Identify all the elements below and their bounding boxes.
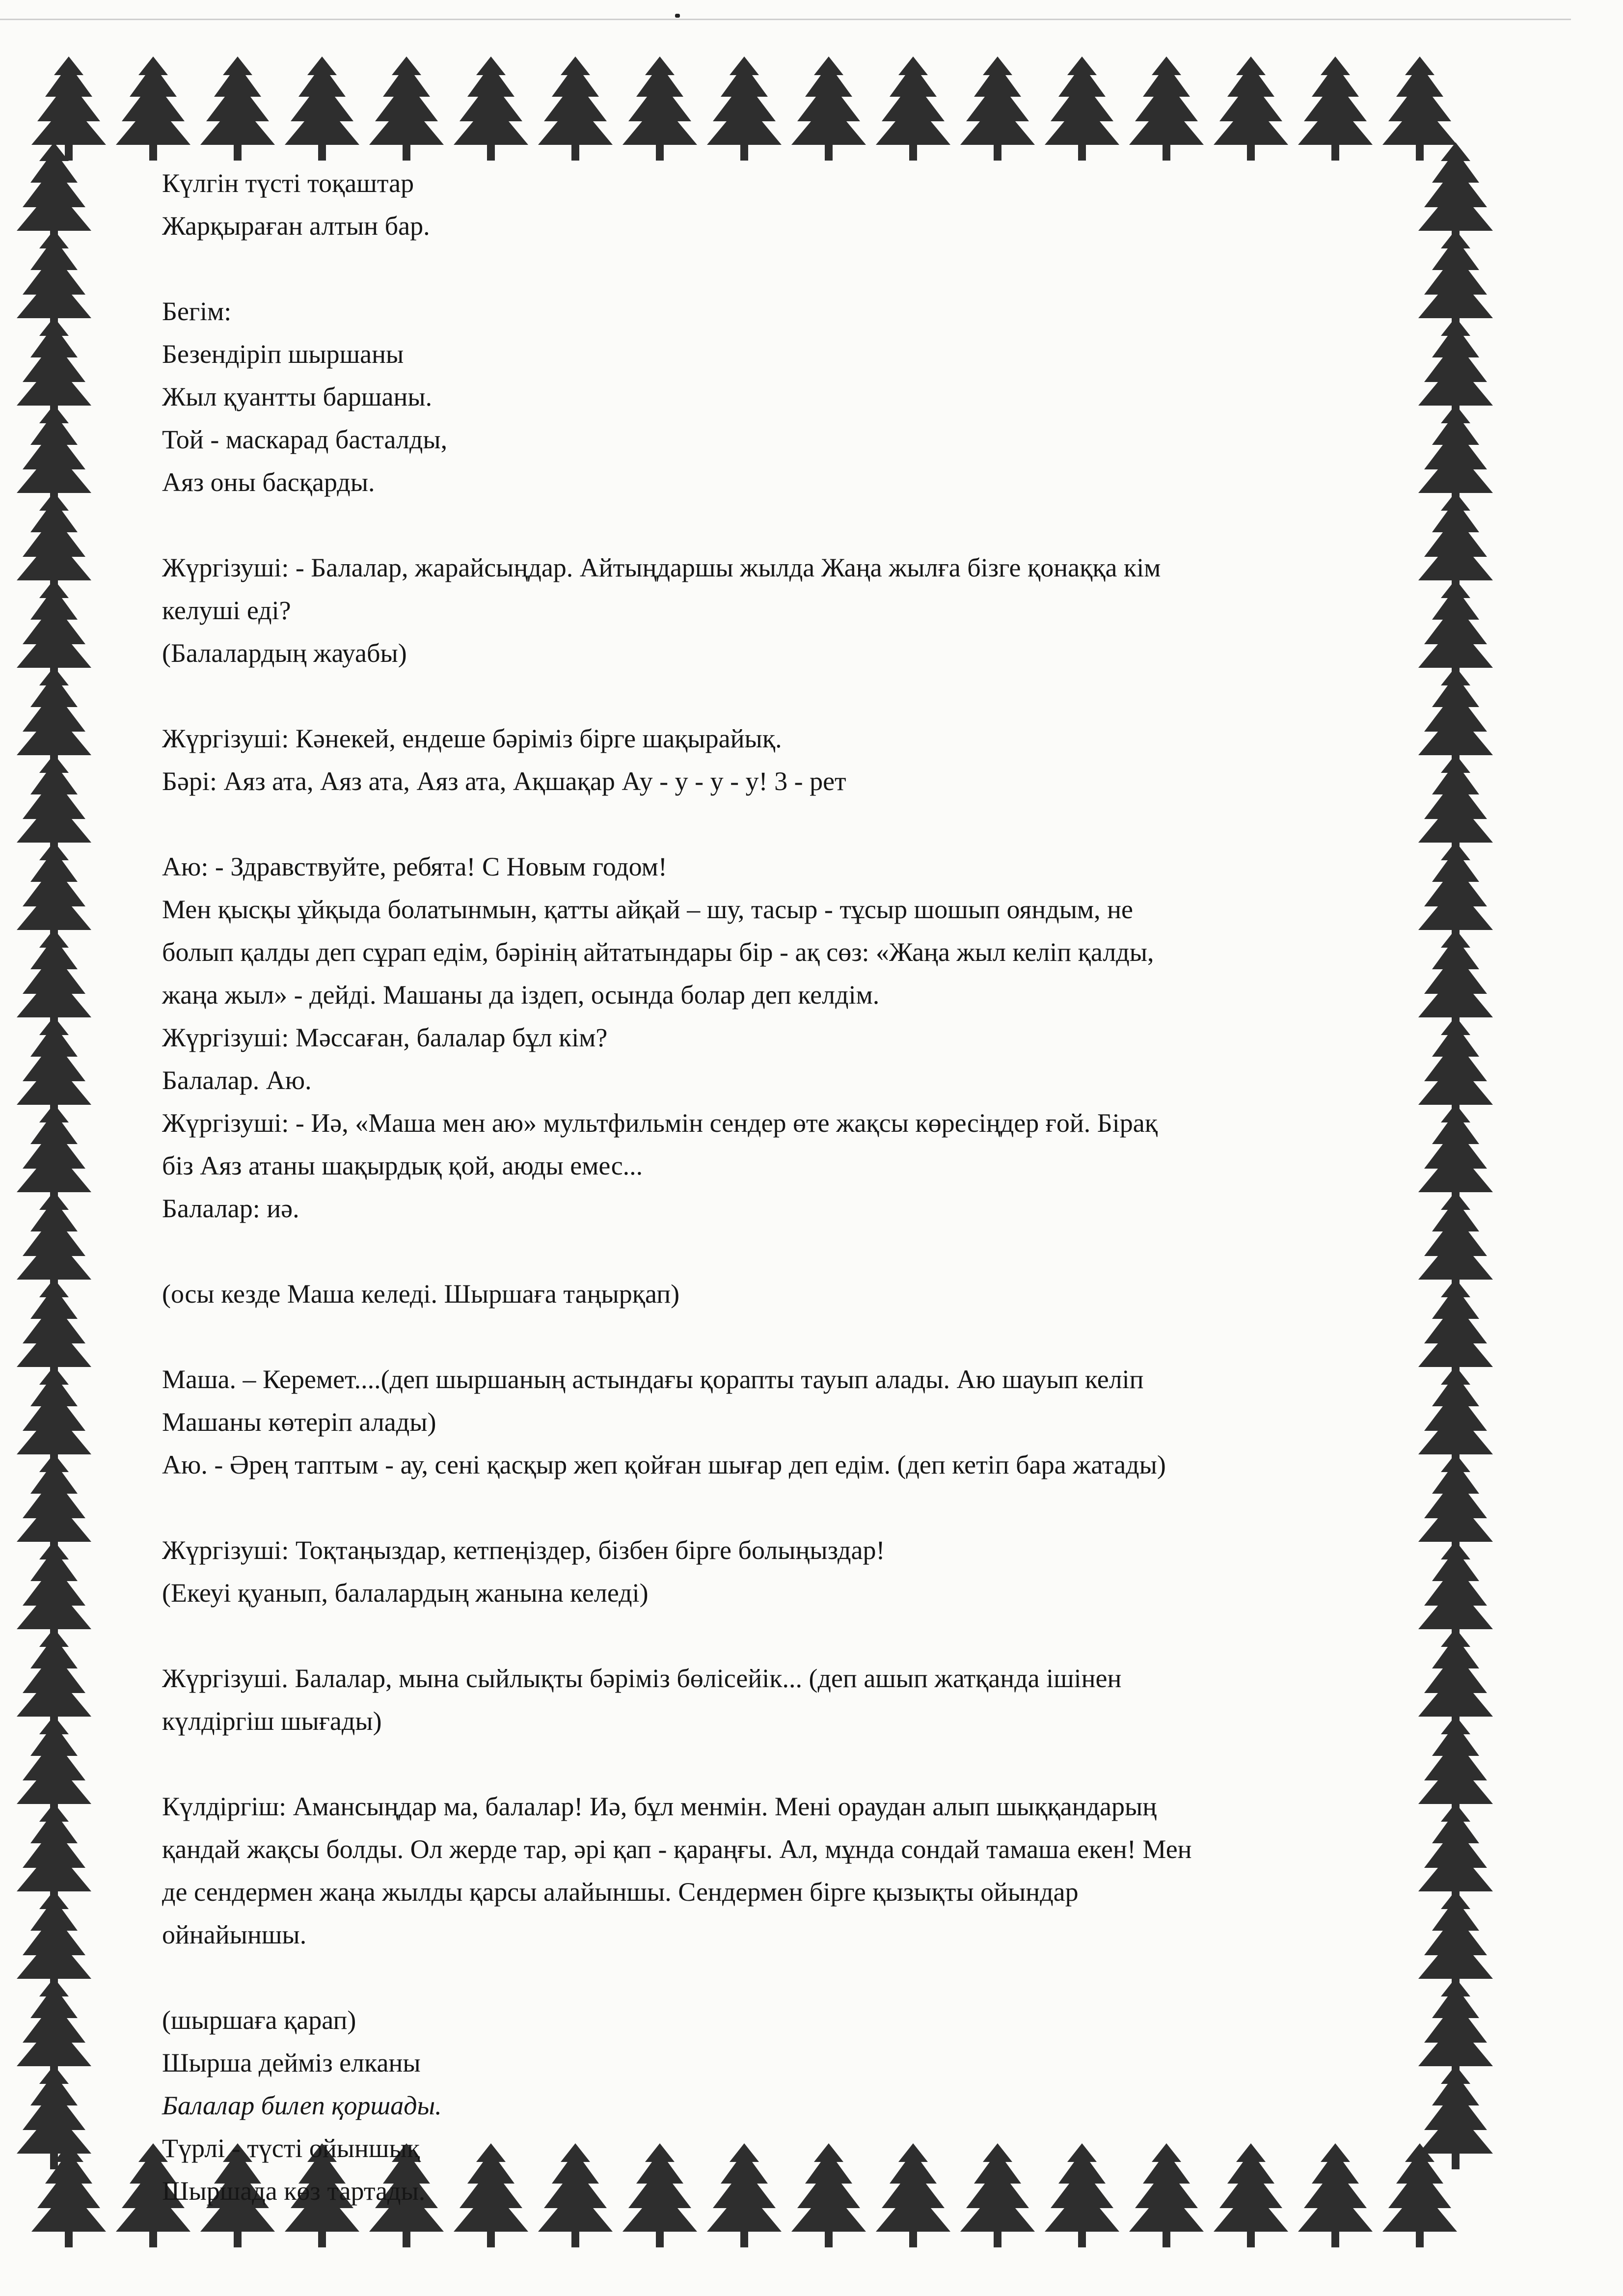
fir-tree-icon — [1129, 56, 1204, 161]
blank-line — [162, 1956, 1448, 1999]
text-line: Жүргізуші: Кәнекей, ендеше бәріміз бірге шақырайық. — [162, 724, 782, 753]
text-line: Балалар: иә. — [162, 1194, 299, 1223]
text-line: Шыршада көз тартады. — [162, 2176, 426, 2206]
fir-tree-icon — [31, 2143, 106, 2247]
fir-tree-icon — [1382, 56, 1457, 161]
text-line: де сендермен жаңа жылды қарсы алайыншы. Сендермен бірге қызықты ойындар — [162, 1877, 1079, 1907]
text-line: күлдіргіш шығады) — [162, 1706, 382, 1736]
text-line: Жыл қуантты баршаны. — [162, 382, 433, 411]
fir-tree-icon — [17, 2065, 91, 2169]
blank-line — [162, 247, 1448, 290]
blank-line — [162, 675, 1448, 717]
text-line: Безендіріп шыршаны — [162, 339, 404, 369]
text-line: (осы кезде Маша келеді. Шыршаға таңырқап) — [162, 1279, 680, 1309]
text-line: біз Аяз атаны шақырдық қой, аюды емес... — [162, 1151, 643, 1180]
fir-tree-icon — [707, 56, 782, 161]
text-line: Түрлі - түсті ойыншық — [162, 2133, 420, 2163]
text-line: Бегім: — [162, 297, 232, 326]
text-line: Балалар. Аю. — [162, 1066, 312, 1095]
text-line: Бәрі: Аяз ата, Аяз ата, Аяз ата, Ақшақар Ау - у - у - у! 3 - рет — [162, 766, 846, 796]
text-line: Жүргізуші: Тоқтаңыздар, кетпеңіздер, бізбен бірге болыңыздар! — [162, 1535, 885, 1565]
fir-tree-icon — [200, 56, 275, 161]
text-line: Маша. – Керемет....(деп шыршаның астындағы қорапты тауып алады. Аю шауып келіп — [162, 1365, 1144, 1394]
fir-tree-icon — [1214, 56, 1288, 161]
blank-line — [162, 803, 1448, 846]
text-line: Той - маскарад басталды, — [162, 425, 448, 454]
blank-line — [162, 504, 1448, 547]
text-line: болып қалды деп сұрап едім, бәрінің айтатындары бір - ақ сөз: «Жаңа жыл келіп қалды, — [162, 937, 1154, 967]
text-line: (шыршаға қарап) — [162, 2005, 356, 2035]
fir-tree-icon — [31, 56, 106, 161]
fir-tree-icon — [791, 56, 866, 161]
text-line: Аяз оны басқарды. — [162, 467, 375, 497]
blank-line — [162, 1486, 1448, 1529]
text-line: (Екеуі қуанып, балалардың жанына келеді) — [162, 1578, 649, 1608]
fir-tree-icon — [1298, 56, 1373, 161]
text-line: Аю. - Әрең таптым - ау, сені қасқыр жеп қойған шығар деп едім. (деп кетіп бара жатады) — [162, 1450, 1166, 1479]
text-line: Шырша дейміз елканы — [162, 2048, 421, 2077]
fir-tree-icon — [285, 56, 359, 161]
text-line: ойнайыншы. — [162, 1920, 307, 1949]
text-line: Күлдіргіш: Амансыңдар ма, балалар! Иә, бұл менмін. Мені ораудан алып шыққандарың — [162, 1792, 1157, 1821]
fir-tree-icon — [369, 56, 444, 161]
fir-tree-icon — [876, 56, 950, 161]
text-line: Балалар билеп қоршады. — [162, 2091, 442, 2120]
blank-line — [162, 1614, 1448, 1657]
fir-tree-icon — [454, 56, 528, 161]
fir-tree-icon — [622, 56, 697, 161]
text-line: Жүргізуші: - Иә, «Маша мен аю» мультфильмін сендер өте жақсы көресіңдер ғой. Бірақ — [162, 1108, 1158, 1138]
text-line: Жүргізуші: - Балалар, жарайсыңдар. Айтыңдаршы жылда Жаңа жылға бізге қонаққа кім — [162, 553, 1161, 582]
text-line: келуші еді? — [162, 596, 291, 625]
fir-tree-icon — [538, 56, 613, 161]
blank-line — [162, 1743, 1448, 1785]
blank-line — [162, 1315, 1448, 1358]
text-line: Жүргізуші. Балалар, мына сыйлықты бәріміз бөлісейік... (деп ашып жатқанда ішінен — [162, 1664, 1122, 1693]
text-line: Жүргізуші: Мәссаған, балалар бұл кім? — [162, 1023, 608, 1052]
fir-tree-icon — [960, 56, 1035, 161]
text-line: жаңа жыл» - дейді. Машаны да іздеп, осында болар деп келдім. — [162, 980, 880, 1010]
document-body — [162, 162, 1448, 2213]
text-line: Мен қысқы ұйқыда болатынмын, қатты айқай – шу, тасыр - тұсыр шошып ояндым, не — [162, 895, 1134, 924]
text-line: қандай жақсы болды. Ол жерде тар, әрі қап - қараңғы. Ал, мұнда сондай тамаша екен! Мен — [162, 1834, 1192, 1864]
fir-tree-icon — [1045, 56, 1119, 161]
text-line: Машаны көтеріп алады) — [162, 1407, 436, 1437]
text-line: Аю: - Здравствуйте, ребята! С Новым годом! — [162, 852, 667, 881]
fir-tree-icon — [116, 56, 190, 161]
text-line: Күлгін түсті тоқаштар — [162, 168, 414, 198]
blank-line — [162, 1230, 1448, 1273]
text-line: (Балалардың жауабы) — [162, 638, 407, 668]
text-line: Жарқыраған алтын бар. — [162, 211, 430, 241]
